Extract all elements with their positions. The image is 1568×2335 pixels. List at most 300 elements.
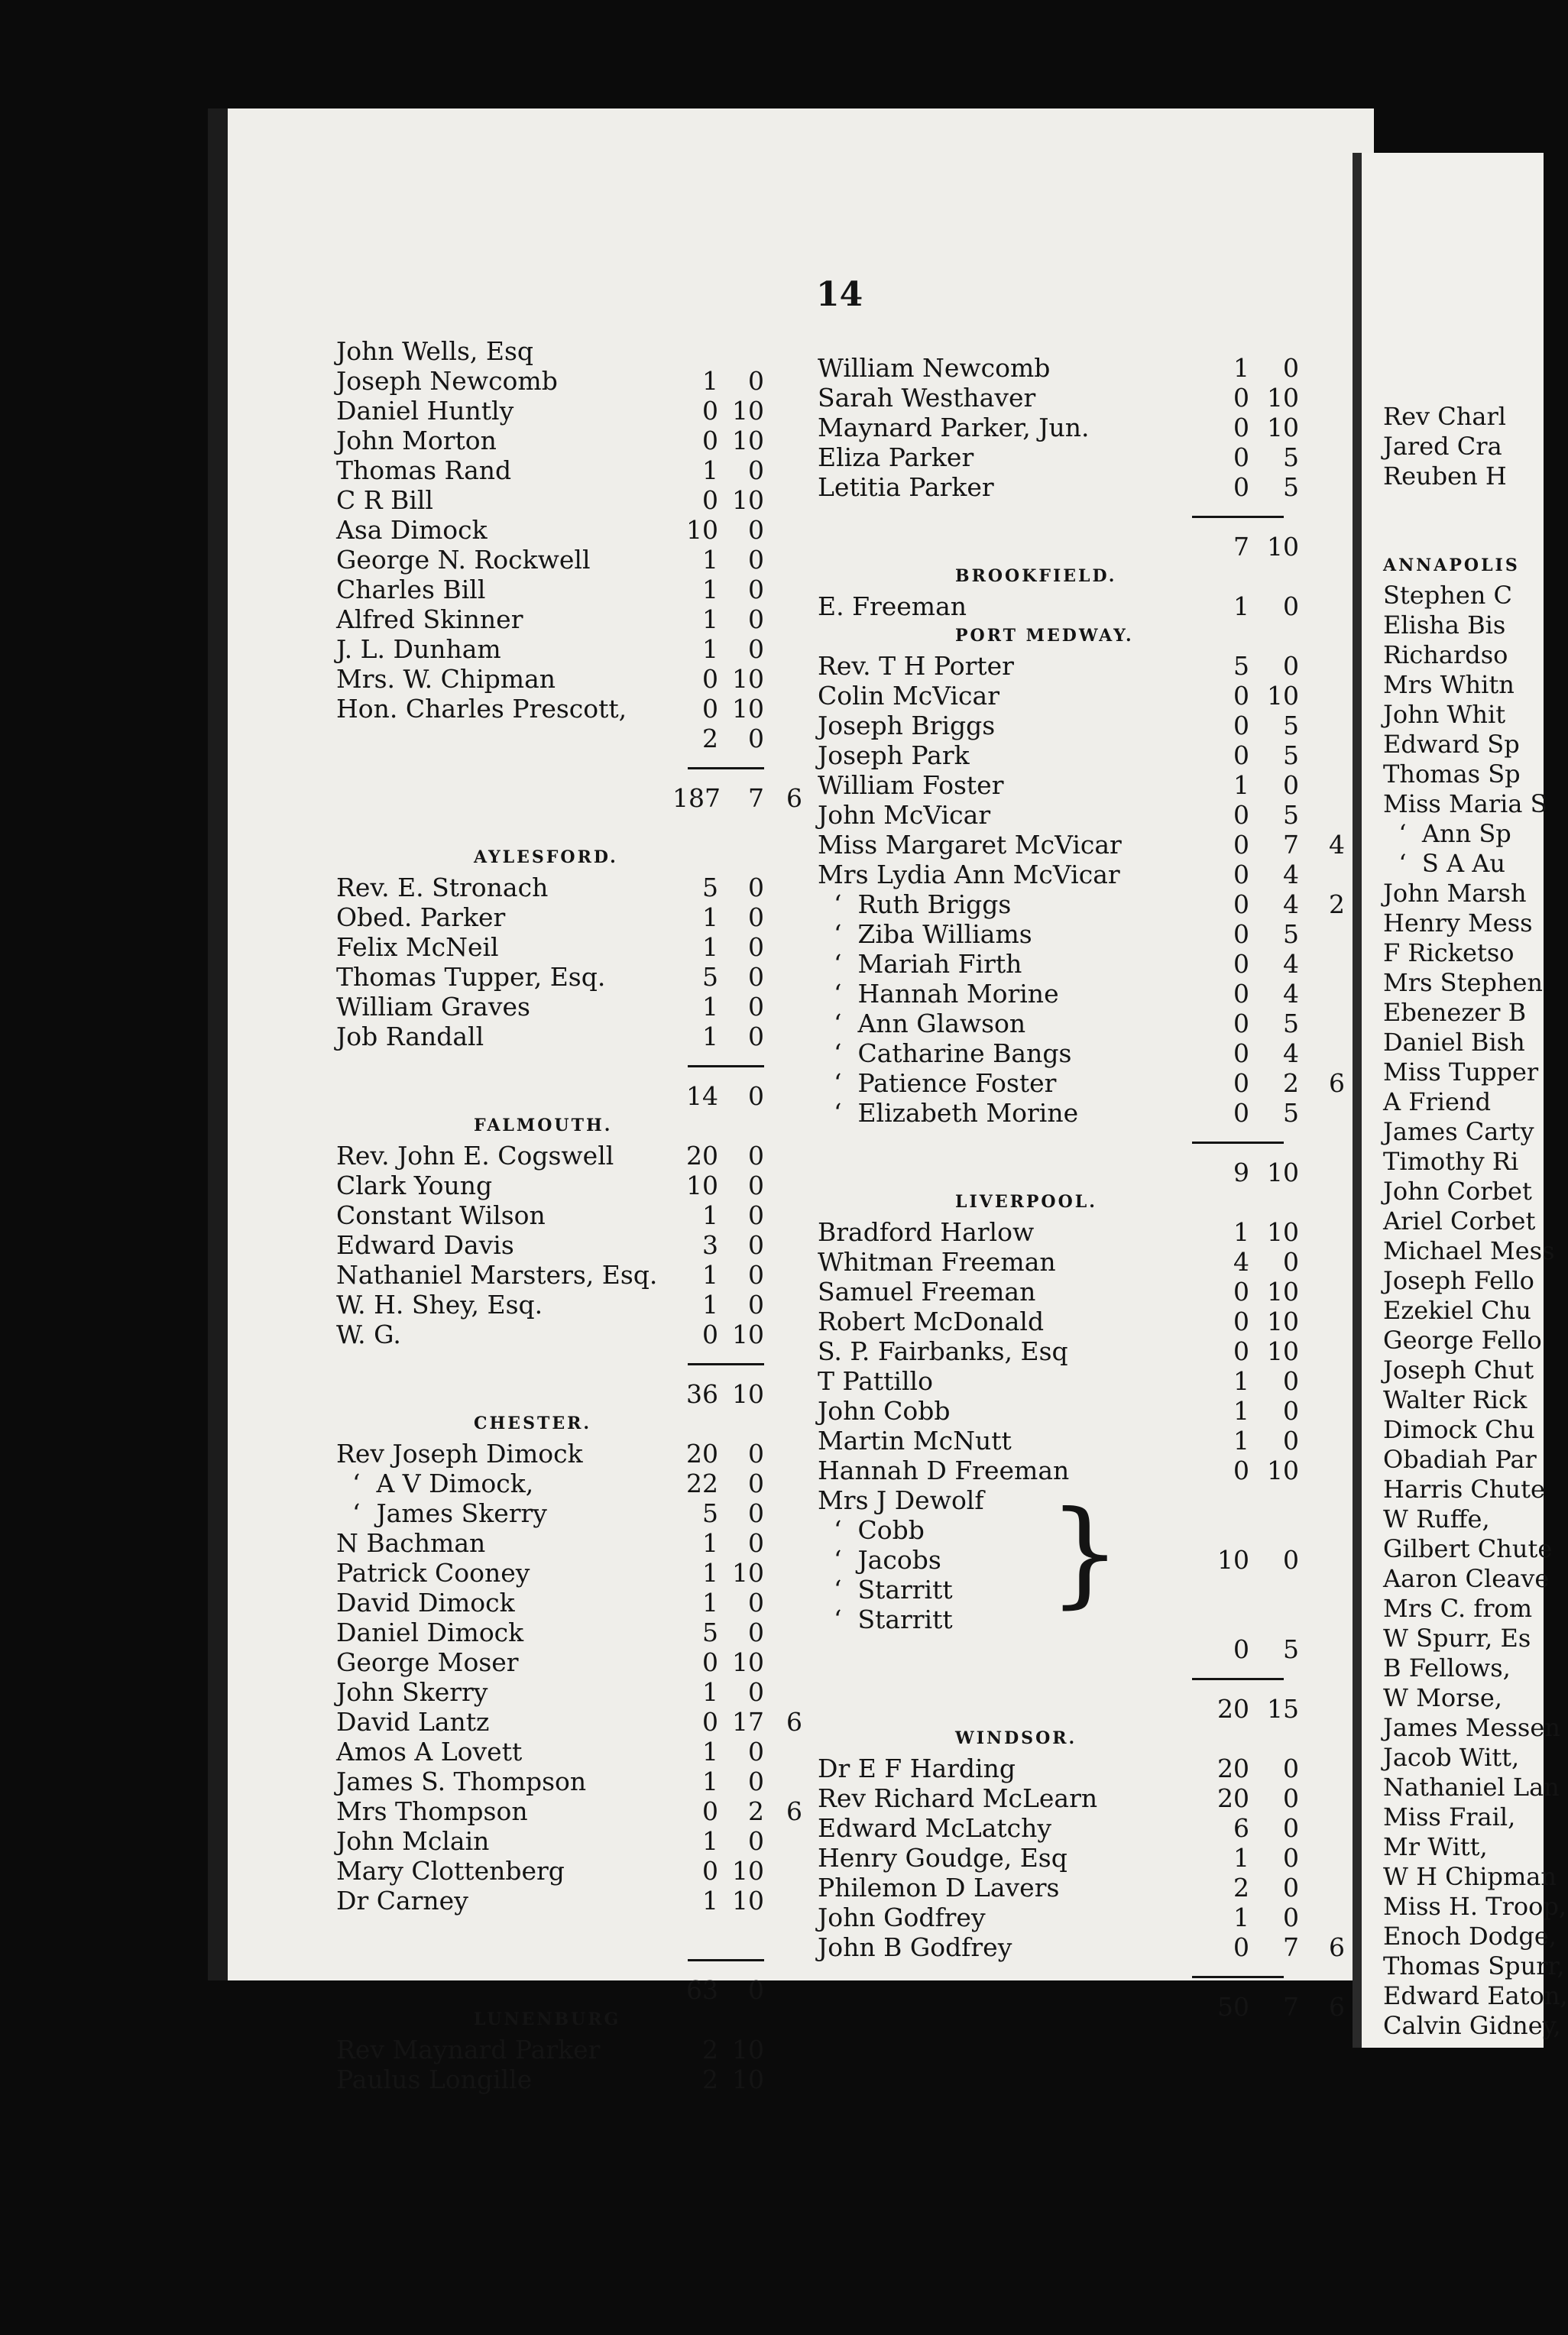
list-item	[818, 1754, 1307, 1783]
subscriber-name: A Friend	[1383, 1087, 1492, 1116]
list-item	[1383, 938, 1534, 968]
amount-pounds: 0	[1233, 1307, 1249, 1336]
section-heading: LIVERPOOL.	[955, 1192, 1097, 1212]
list-item	[1383, 1802, 1534, 1832]
subscriber-name: Patrick Cooney	[336, 1558, 530, 1588]
amount-pounds: 1	[702, 1826, 718, 1856]
amount-shillings: 0	[748, 873, 764, 902]
amount-pounds: 1	[702, 455, 718, 485]
amount-shillings: 2	[748, 1796, 764, 1826]
subscriber-name: W. H. Shey, Esq.	[336, 1290, 543, 1320]
list-item	[818, 442, 1307, 472]
amount-shillings: 0	[748, 724, 764, 753]
subscriber-name: W Morse,	[1383, 1683, 1502, 1712]
list-item	[336, 1260, 841, 1290]
amount-pence: 6	[1329, 1992, 1345, 2022]
list-item	[818, 353, 1307, 383]
amount-pounds: 4	[1233, 1247, 1249, 1277]
subscriber-name: ‘ James Skerry	[336, 1498, 547, 1528]
amount-shillings: 0	[1283, 1247, 1299, 1277]
list-item	[818, 1158, 1307, 1187]
amount-pounds: 5	[702, 962, 718, 992]
amount-shillings: 0	[1283, 1843, 1299, 1873]
subscriber-name: C R Bill	[336, 485, 433, 515]
subscriber-name: Ebenezer B	[1383, 998, 1527, 1027]
subscriber-name: John Mclain	[336, 1826, 490, 1856]
amount-pounds: 1	[702, 1737, 718, 1767]
subscriber-name: Rev Maynard Parker	[336, 2035, 601, 2065]
subscriber-name: ‘ Ann Sp	[1383, 819, 1511, 848]
amount-pounds: 0	[702, 1320, 718, 1349]
list-item	[818, 1813, 1307, 1843]
list-item	[1383, 730, 1534, 759]
list-item	[818, 1843, 1307, 1873]
list-item	[1383, 759, 1534, 789]
list-item	[336, 1618, 841, 1647]
amount-shillings: 0	[1283, 591, 1299, 621]
amount-shillings: 0	[748, 575, 764, 604]
subscriber-name: Rev. E. Stronach	[336, 873, 549, 902]
amount-pounds: 1	[702, 1558, 718, 1588]
subscriber-name: Hon. Charles Prescott,	[336, 694, 627, 724]
amount-shillings: 10	[732, 1558, 764, 1588]
subscriber-name: Daniel Huntly	[336, 396, 514, 426]
amount-pounds: 0	[702, 426, 718, 455]
list-item	[336, 1677, 841, 1707]
amount-pounds: 1	[1233, 770, 1249, 800]
list-item	[818, 383, 1307, 413]
total-rule	[818, 502, 1307, 532]
amount-shillings: 0	[748, 962, 764, 992]
subscriber-name: Miss Margaret McVicar	[818, 830, 1122, 860]
list-item	[336, 575, 841, 604]
amount-pounds: 0	[702, 664, 718, 694]
section-heading: FALMOUTH.	[474, 1116, 613, 1135]
subscriber-name: Mrs Thompson	[336, 1796, 528, 1826]
amount-pounds: 1	[702, 634, 718, 664]
list-item	[336, 664, 841, 694]
list-item	[336, 426, 841, 455]
subscriber-name: Charles Bill	[336, 575, 486, 604]
list-item	[336, 1498, 841, 1528]
amount-shillings: 0	[748, 1498, 764, 1528]
list-item	[336, 1796, 841, 1826]
amount-shillings: 5	[1283, 442, 1299, 472]
subscriber-name: Thomas Rand	[336, 455, 512, 485]
amount-shillings: 10	[732, 1320, 764, 1349]
amount-pounds: 20	[1217, 1783, 1249, 1813]
subscriber-name: Paulus Longille	[336, 2065, 533, 2094]
subscriber-name: Bradford Harlow	[818, 1217, 1035, 1247]
amount-shillings: 0	[748, 545, 764, 575]
list-item	[336, 336, 841, 366]
list-item	[336, 1081, 841, 1111]
amount-shillings: 15	[1267, 1694, 1299, 1724]
amount-pence: 6	[786, 1707, 802, 1737]
subscriber-name: ‘ Mariah Firth	[818, 949, 1022, 979]
amount-shillings: 0	[748, 1826, 764, 1856]
amount-pounds: 0	[1233, 740, 1249, 770]
amount-shillings: 0	[748, 1677, 764, 1707]
subscriber-name: ‘ Ann Glawson	[818, 1009, 1026, 1038]
amount-pounds: 1	[702, 575, 718, 604]
amount-pence: 4	[1329, 830, 1345, 860]
amount-shillings: 10	[1267, 1456, 1299, 1485]
subscriber-name: Michael Mess	[1383, 1236, 1555, 1265]
subscriber-name: Rev Joseph Dimock	[336, 1439, 583, 1469]
list-item	[336, 932, 841, 962]
amount-pounds: 2	[702, 2035, 718, 2065]
amount-pounds: 0	[1233, 1098, 1249, 1128]
amount-pounds: 0	[1233, 800, 1249, 830]
subscriber-name: George Moser	[336, 1647, 519, 1677]
subscriber-name: Rev. T H Porter	[818, 651, 1014, 681]
amount-pounds: 0	[1233, 442, 1249, 472]
amount-pounds: 187	[672, 783, 721, 813]
list-item	[818, 1217, 1307, 1247]
list-item	[1383, 1057, 1539, 1087]
amount-pounds: 7	[1233, 532, 1249, 562]
list-item	[336, 1886, 841, 1916]
subscriber-name: Mrs C. from	[1383, 1594, 1533, 1623]
list-item	[818, 1932, 1345, 1962]
subscriber-name: Mary Clottenberg	[336, 1856, 565, 1886]
amount-shillings: 0	[748, 992, 764, 1022]
amount-pounds: 5	[1233, 651, 1249, 681]
amount-pounds: 63	[686, 1975, 718, 2005]
subscriber-name: Miss Maria S	[1383, 789, 1547, 818]
list-item	[818, 949, 1307, 979]
list-item	[818, 1783, 1307, 1813]
subscriber-name: Joseph Newcomb	[336, 366, 558, 396]
amount-shillings: 0	[748, 1081, 764, 1111]
amount-shillings: 0	[1283, 1545, 1299, 1575]
subscriber-name: W Spurr, Es	[1383, 1624, 1531, 1653]
amount-shillings: 5	[1283, 800, 1299, 830]
amount-pounds: 1	[702, 932, 718, 962]
amount-shillings: 10	[732, 694, 764, 724]
list-item	[336, 1975, 841, 2005]
amount-pounds: 0	[1233, 860, 1249, 889]
list-item	[1383, 461, 1534, 491]
list-item	[336, 1379, 841, 1409]
subscriber-name: Mrs J Dewolf	[818, 1485, 984, 1515]
amount-shillings: 10	[732, 664, 764, 694]
list-item	[818, 1247, 1307, 1277]
list-item	[1383, 1832, 1534, 1862]
amount-shillings: 17	[732, 1707, 764, 1737]
amount-pounds: 3	[702, 1230, 718, 1260]
amount-shillings: 5	[1283, 740, 1299, 770]
subscriber-name: John McVicar	[818, 800, 991, 830]
subscriber-name: Joseph Fello	[1383, 1266, 1534, 1295]
amount-shillings: 0	[1283, 1813, 1299, 1843]
subscriber-name: Ariel Corbet	[1383, 1206, 1536, 1236]
list-item	[336, 694, 841, 724]
total-rule	[818, 1128, 1307, 1158]
amount-shillings: 10	[1267, 1277, 1299, 1307]
list-item	[818, 591, 1307, 621]
amount-pounds: 1	[1233, 1366, 1249, 1396]
amount-shillings: 0	[748, 604, 764, 634]
amount-shillings: 10	[732, 1647, 764, 1677]
list-item	[818, 919, 1307, 949]
subscriber-name: Rev Richard McLearn	[818, 1783, 1098, 1813]
section-heading: ANNAPOLIS	[1383, 555, 1520, 575]
section-heading: BROOKFIELD.	[955, 566, 1117, 586]
subscriber-name: John Marsh	[1383, 879, 1527, 908]
amount-pounds: 0	[702, 485, 718, 515]
amount-shillings: 0	[748, 1141, 764, 1171]
list-item	[336, 1200, 841, 1230]
subscriber-name: Obed. Parker	[336, 902, 506, 932]
subscriber-name: William Graves	[336, 992, 530, 1022]
amount-pounds: 10	[686, 515, 718, 545]
amount-pounds: 5	[702, 1618, 718, 1647]
amount-shillings: 0	[1283, 1426, 1299, 1456]
list-item	[1383, 1981, 1568, 2011]
list-item	[1383, 640, 1534, 670]
amount-pounds: 0	[1233, 889, 1249, 919]
list-item	[336, 1737, 841, 1767]
list-item	[818, 740, 1307, 770]
subscriber-name: Daniel Dimock	[336, 1618, 524, 1647]
list-item	[1383, 1653, 1534, 1683]
list-item	[1383, 1534, 1553, 1564]
subscriber-name: Eliza Parker	[818, 442, 974, 472]
amount-pounds: 1	[702, 1022, 718, 1051]
subscriber-name: Mrs Stephen	[1383, 968, 1544, 997]
list-item	[336, 1647, 841, 1677]
list-item	[336, 366, 841, 396]
amount-pounds: 1	[702, 1200, 718, 1230]
list-item	[1383, 1355, 1534, 1385]
subscriber-name: Alfred Skinner	[336, 604, 523, 634]
list-item	[1383, 1594, 1534, 1624]
amount-shillings: 0	[748, 1439, 764, 1469]
subscriber-name: Walter Rick	[1383, 1385, 1528, 1414]
subscriber-name: Enoch Dodge,	[1383, 1922, 1557, 1951]
subscriber-name: Edward Eaton,	[1383, 1981, 1568, 2010]
amount-pounds: 0	[702, 1796, 718, 1826]
list-item	[1383, 1326, 1542, 1355]
subscriber-name: J. L. Dunham	[336, 634, 501, 664]
subscriber-name: Thomas Sp	[1383, 759, 1521, 789]
list-item	[818, 1992, 1345, 2022]
subscriber-name: Thomas Spurr,	[1383, 1951, 1565, 1980]
amount-pounds: 5	[702, 873, 718, 902]
amount-shillings: 7	[1283, 1992, 1299, 2022]
subscriber-name: ‘ Hannah Morine	[818, 979, 1059, 1009]
amount-pounds: 10	[686, 1171, 718, 1200]
subscriber-name: Joseph Park	[818, 740, 970, 770]
subscriber-name: Dimock Chu	[1383, 1415, 1535, 1444]
subscriber-name: T Pattillo	[818, 1366, 933, 1396]
list-item	[1383, 879, 1534, 908]
amount-pounds: 2	[702, 2065, 718, 2094]
amount-pounds: 0	[1233, 1336, 1249, 1366]
list-item	[1383, 1683, 1534, 1713]
list-item	[818, 1426, 1307, 1456]
subscriber-name: ‘ Jacobs	[818, 1545, 941, 1575]
list-item	[336, 1528, 841, 1558]
amount-pounds: 1	[702, 545, 718, 575]
subscriber-name: Henry Goudge, Esq	[818, 1843, 1067, 1873]
amount-pounds: 1	[702, 1260, 718, 1290]
column-1-subscriptions	[336, 336, 841, 2094]
list-item	[336, 634, 841, 664]
list-item	[818, 1366, 1307, 1396]
amount-shillings: 0	[748, 1588, 764, 1618]
list-item	[1383, 1504, 1534, 1534]
amount-shillings: 0	[748, 1469, 764, 1498]
amount-pounds: 1	[1233, 1217, 1249, 1247]
list-item	[336, 1558, 841, 1588]
subscriber-name: ‘ Starritt	[818, 1605, 953, 1634]
subscriber-name: ‘ Catharine Bangs	[818, 1038, 1072, 1068]
amount-pounds: 0	[702, 1856, 718, 1886]
amount-shillings: 0	[1283, 1903, 1299, 1932]
subscriber-name: Philemon D Lavers	[818, 1873, 1060, 1903]
list-item	[818, 770, 1307, 800]
amount-pounds: 2	[1233, 1873, 1249, 1903]
subscriber-name: Mr Witt,	[1383, 1832, 1488, 1861]
amount-pounds: 2	[702, 724, 718, 753]
subscriber-name: Constant Wilson	[336, 1200, 546, 1230]
list-item	[1383, 1951, 1565, 1981]
amount-shillings: 10	[1267, 383, 1299, 413]
list-item	[336, 1141, 841, 1171]
list-item	[336, 515, 841, 545]
subscriber-name: Joseph Briggs	[818, 711, 996, 740]
amount-shillings: 0	[748, 902, 764, 932]
amount-shillings: 10	[732, 2035, 764, 2065]
amount-pounds: 6	[1233, 1813, 1249, 1843]
page-number: 14	[816, 275, 863, 314]
amount-shillings: 0	[748, 1618, 764, 1647]
list-item	[818, 1694, 1307, 1724]
subscriber-name: Daniel Bish	[1383, 1028, 1525, 1057]
list-item	[1383, 402, 1534, 432]
amount-shillings: 0	[748, 1290, 764, 1320]
subscriber-name: John Cobb	[818, 1396, 951, 1426]
amount-shillings: 10	[732, 1856, 764, 1886]
amount-shillings: 5	[1283, 1634, 1299, 1664]
subscriber-name: John Godfrey	[818, 1903, 986, 1932]
subscriber-name: Aaron Cleave	[1383, 1564, 1550, 1593]
subscriber-name: ‘ A V Dimock,	[336, 1469, 534, 1498]
subscriber-name: W. G.	[336, 1320, 401, 1349]
list-item	[1383, 1177, 1534, 1206]
subscriber-name: George Fello	[1383, 1326, 1542, 1355]
section-heading: AYLESFORD.	[474, 847, 618, 867]
list-item	[818, 1456, 1307, 1485]
list-item	[336, 1022, 841, 1051]
amount-pounds: 1	[1233, 1903, 1249, 1932]
amount-shillings: 0	[748, 634, 764, 664]
total-rule	[818, 1664, 1307, 1694]
subscriber-name: Sarah Westhaver	[818, 383, 1036, 413]
subscriber-name: David Dimock	[336, 1588, 515, 1618]
subscriber-name: Amos A Lovett	[336, 1737, 523, 1767]
amount-shillings: 0	[1283, 1783, 1299, 1813]
list-item	[336, 1171, 841, 1200]
list-item	[818, 532, 1307, 562]
subscriber-name: John Corbet	[1383, 1177, 1532, 1206]
amount-pounds: 0	[1233, 1932, 1249, 1962]
amount-pounds: 14	[686, 1081, 718, 1111]
amount-pounds: 20	[686, 1439, 718, 1469]
amount-shillings: 10	[1267, 1307, 1299, 1336]
amount-pounds: 1	[702, 902, 718, 932]
subscriber-name: S. P. Fairbanks, Esq	[818, 1336, 1068, 1366]
list-item	[1383, 819, 1534, 849]
amount-shillings: 10	[732, 396, 764, 426]
list-item	[336, 783, 841, 813]
list-item	[1383, 432, 1534, 461]
list-item	[1383, 789, 1547, 819]
subscriber-name: Miss Frail,	[1383, 1802, 1516, 1831]
amount-pounds: 0	[702, 694, 718, 724]
amount-pounds: 1	[702, 1767, 718, 1796]
amount-shillings: 0	[748, 1528, 764, 1558]
subscriber-name: Elisha Bis	[1383, 610, 1506, 640]
spacer	[1383, 491, 1534, 521]
amount-pounds: 0	[1233, 1634, 1249, 1664]
subscriber-name: ‘ Cobb	[818, 1515, 925, 1545]
subscriber-name: Miss Tupper	[1383, 1057, 1539, 1087]
list-item	[336, 1439, 841, 1469]
amount-pounds: 50	[1217, 1992, 1249, 2022]
amount-shillings: 10	[1267, 1336, 1299, 1366]
subscriber-name: Richardso	[1383, 640, 1508, 669]
list-item	[336, 2035, 841, 2065]
section-heading: LUNENBURG	[474, 2010, 621, 2029]
amount-pounds: 0	[1233, 919, 1249, 949]
amount-pounds: 0	[1233, 472, 1249, 502]
subscriber-name: William Newcomb	[818, 353, 1051, 383]
subscriber-name: George N. Rockwell	[336, 545, 591, 575]
list-item	[336, 1230, 841, 1260]
list-item	[1383, 2011, 1561, 2041]
subscriber-name: James S. Thompson	[336, 1767, 587, 1796]
amount-pounds: 10	[1217, 1545, 1249, 1575]
amount-pounds: 0	[1233, 1277, 1249, 1307]
subscriber-name: Joseph Chut	[1383, 1355, 1534, 1384]
amount-shillings: 0	[748, 932, 764, 962]
amount-shillings: 10	[1267, 532, 1299, 562]
amount-pounds: 1	[1233, 353, 1249, 383]
amount-pounds: 0	[1233, 681, 1249, 711]
list-item	[336, 2065, 841, 2094]
list-item	[1383, 1713, 1560, 1743]
subscriber-name: Edward Sp	[1383, 730, 1520, 759]
amount-shillings: 2	[1283, 1068, 1299, 1098]
amount-pounds: 1	[1233, 591, 1249, 621]
subscriber-name: Ezekiel Chu	[1383, 1296, 1531, 1325]
list-item	[818, 651, 1307, 681]
subscriber-name: ‘ Elizabeth Morine	[818, 1098, 1079, 1128]
amount-pounds: 0	[702, 1647, 718, 1677]
list-item	[818, 889, 1345, 919]
amount-shillings: 0	[748, 1022, 764, 1051]
subscriber-name: Robert McDonald	[818, 1307, 1045, 1336]
list-item	[1383, 700, 1534, 730]
amount-pounds: 20	[1217, 1694, 1249, 1724]
amount-pounds: 0	[1233, 979, 1249, 1009]
list-item	[1383, 1743, 1534, 1773]
list-item	[336, 1856, 841, 1886]
